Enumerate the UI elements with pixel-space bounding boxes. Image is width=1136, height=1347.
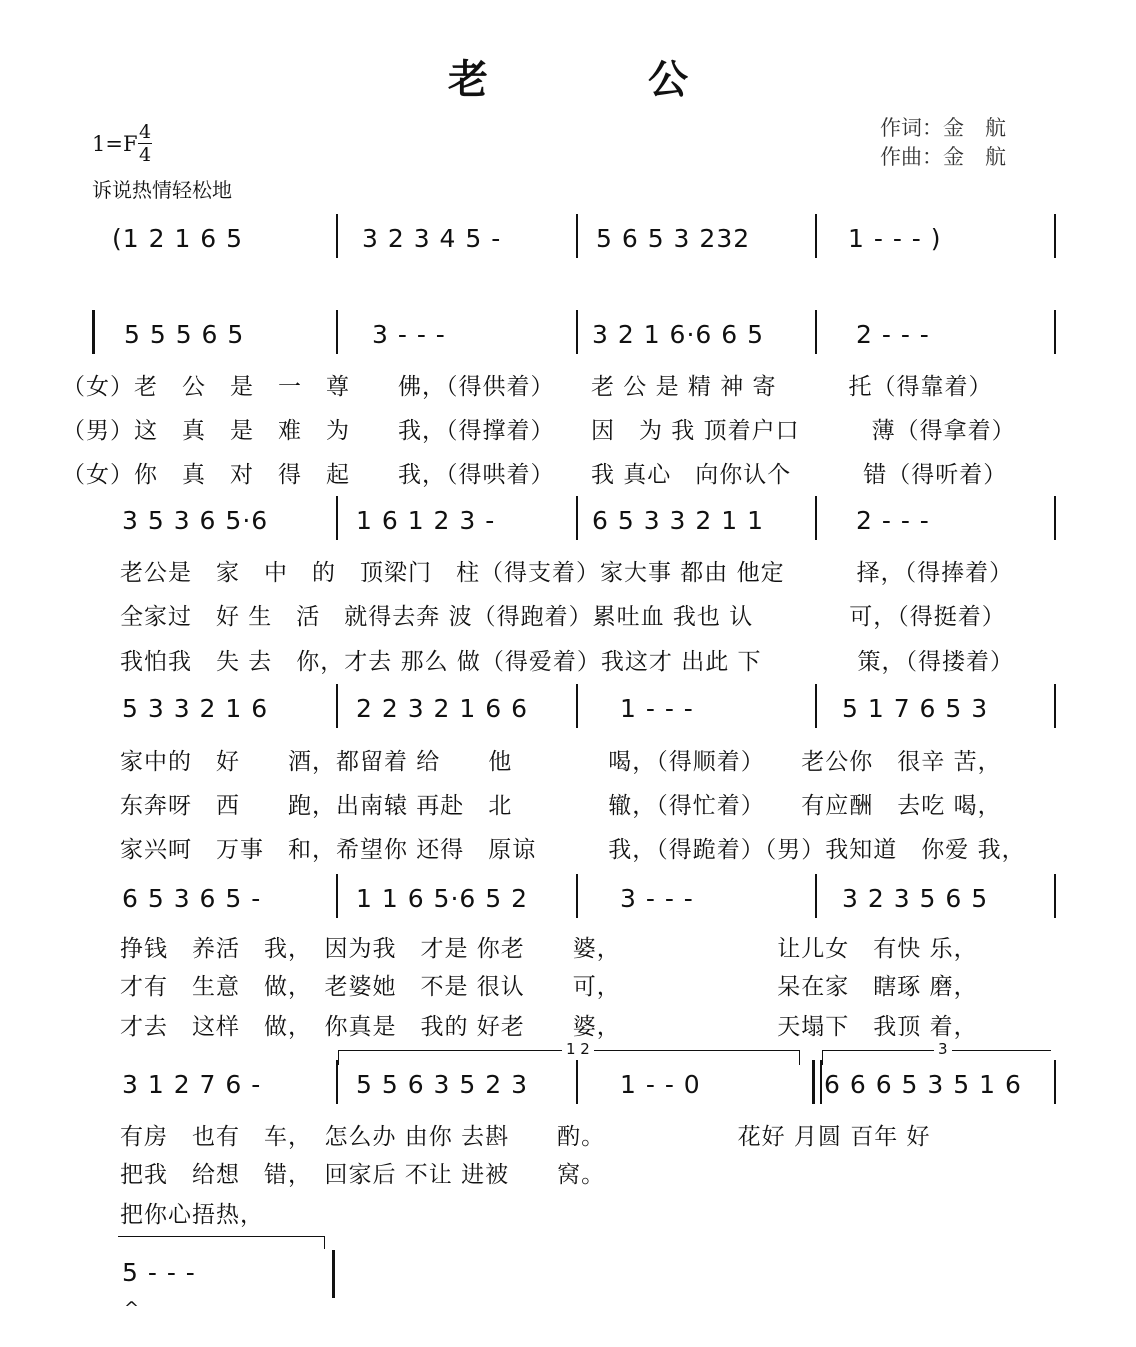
lyric-line: （女）老 公 是 一 尊 佛，（得供着） 老 公 是 精 神 寄 托（得靠着） bbox=[62, 374, 993, 400]
measure: 3 2 1 6·6 6 5 bbox=[592, 320, 765, 349]
time-signature-top: 4 bbox=[138, 121, 152, 143]
measure: 1 1 6 5·6 5 2 bbox=[356, 884, 529, 913]
volta-number: 1 2 bbox=[562, 1040, 594, 1058]
measure: 3 2 3 5 6 5 bbox=[842, 884, 989, 913]
key-signature: 1=F bbox=[92, 132, 138, 156]
measure: 6 5 3 6 5 - bbox=[122, 884, 262, 913]
measure: 1 - - 0 bbox=[620, 1070, 701, 1099]
measure: 5 5 6 3 5 2 3 bbox=[356, 1070, 529, 1099]
measure: 2 - - - bbox=[856, 506, 930, 535]
staff-row bbox=[0, 1070, 1136, 1120]
fermata-icon: ^ bbox=[124, 1298, 140, 1319]
lyric-line: 把我 给想 错， 回家后 不让 进被 窝。 bbox=[120, 1162, 606, 1188]
lyric-line: 老公是 家 中 的 顶梁门 柱（得支着）家大事 都由 他定 择，（得捧着） bbox=[120, 560, 1014, 586]
staff-row bbox=[0, 506, 1136, 556]
measure: 2 2 3 2 1 6 6 bbox=[356, 694, 529, 723]
volta-bracket bbox=[118, 1236, 325, 1249]
measure: 1 - - - ) bbox=[848, 224, 942, 253]
time-signature-bottom: 4 bbox=[138, 144, 152, 166]
volta-number: 3 bbox=[934, 1040, 952, 1058]
staff-row bbox=[0, 320, 1136, 370]
measure: 5 6 5 3 232 bbox=[596, 224, 751, 253]
lyric-line: 才去 这样 做， 你真是 我的 好老 婆， 天塌下 我顶 着， bbox=[120, 1014, 978, 1040]
final-barline bbox=[332, 1250, 335, 1298]
measure: 1 - - - bbox=[620, 694, 694, 723]
measure: 5 1 7 6 5 3 bbox=[842, 694, 989, 723]
lyric-line: 挣钱 养活 我， 因为我 才是 你老 婆， 让儿女 有快 乐， bbox=[120, 936, 978, 962]
lyric-line: （女）你 真 对 得 起 我，（得哄着） 我 真心 向你认个 错（得听着） bbox=[62, 462, 1008, 488]
measure: 3 2 3 4 5 - bbox=[362, 224, 502, 253]
measure: 6 6 6 5 3 5 1 6 bbox=[824, 1070, 1022, 1099]
lyricist-credit: 作词：金 航 bbox=[880, 116, 1006, 140]
staff-row bbox=[0, 224, 1136, 274]
lyric-line: 全家过 好 生 活 就得去奔 波（得跑着）累吐血 我也 认 可，（得挺着） bbox=[120, 604, 1006, 630]
lyric-line: 东奔呀 西 跑，出南辕 再赴 北 辙，（得忙着） 有应酬 去吃 喝， bbox=[120, 793, 1002, 819]
measure: 1 6 1 2 3 - bbox=[356, 506, 496, 535]
measure: 6 5 3 3 2 1 1 bbox=[592, 506, 765, 535]
lyric-line: （男）这 真 是 难 为 我，（得撑着） 因 为 我 顶着户口 薄（得拿着） bbox=[62, 418, 1016, 444]
lyric-line: 有房 也有 车， 怎么办 由你 去斟 酌。 花好 月圆 百年 好 bbox=[120, 1124, 931, 1150]
measure: 3 - - - bbox=[372, 320, 446, 349]
staff-row bbox=[0, 1258, 1136, 1308]
time-signature bbox=[138, 122, 152, 165]
measure: 2 - - - bbox=[856, 320, 930, 349]
staff-row bbox=[0, 884, 1136, 934]
composer-credit: 作曲：金 航 bbox=[880, 145, 1006, 169]
song-title: 老 公 bbox=[448, 57, 748, 103]
tempo-expression: 诉说热情轻松地 bbox=[92, 178, 232, 202]
lyric-line: 家中的 好 酒，都留着 给 他 喝，（得顺着） 老公你 很辛 苦， bbox=[120, 749, 1002, 775]
lyric-line: 我怕我 失 去 你，才去 那么 做（得爱着）我这才 出此 下 策，（得搂着） bbox=[120, 649, 1015, 675]
staff-row bbox=[0, 694, 1136, 744]
measure: 5 3 3 2 1 6 bbox=[122, 694, 269, 723]
lyric-line: 家兴呵 万事 和，希望你 还得 原谅 我，（得跪着）（男）我知道 你爱 我， bbox=[120, 837, 1026, 863]
measure: 5 - - - bbox=[122, 1258, 196, 1287]
measure: 3 - - - bbox=[620, 884, 694, 913]
measure: 3 1 2 7 6 - bbox=[122, 1070, 262, 1099]
measure: (1 2 1 6 5 bbox=[112, 224, 244, 253]
measure: 3 5 3 6 5·6 bbox=[122, 506, 269, 535]
measure: 5 5 5 6 5 bbox=[124, 320, 245, 349]
lyric-line: 才有 生意 做， 老婆她 不是 很认 可， 呆在家 瞎琢 磨， bbox=[120, 974, 978, 1000]
lyric-line: 把你心捂热， bbox=[120, 1202, 264, 1228]
